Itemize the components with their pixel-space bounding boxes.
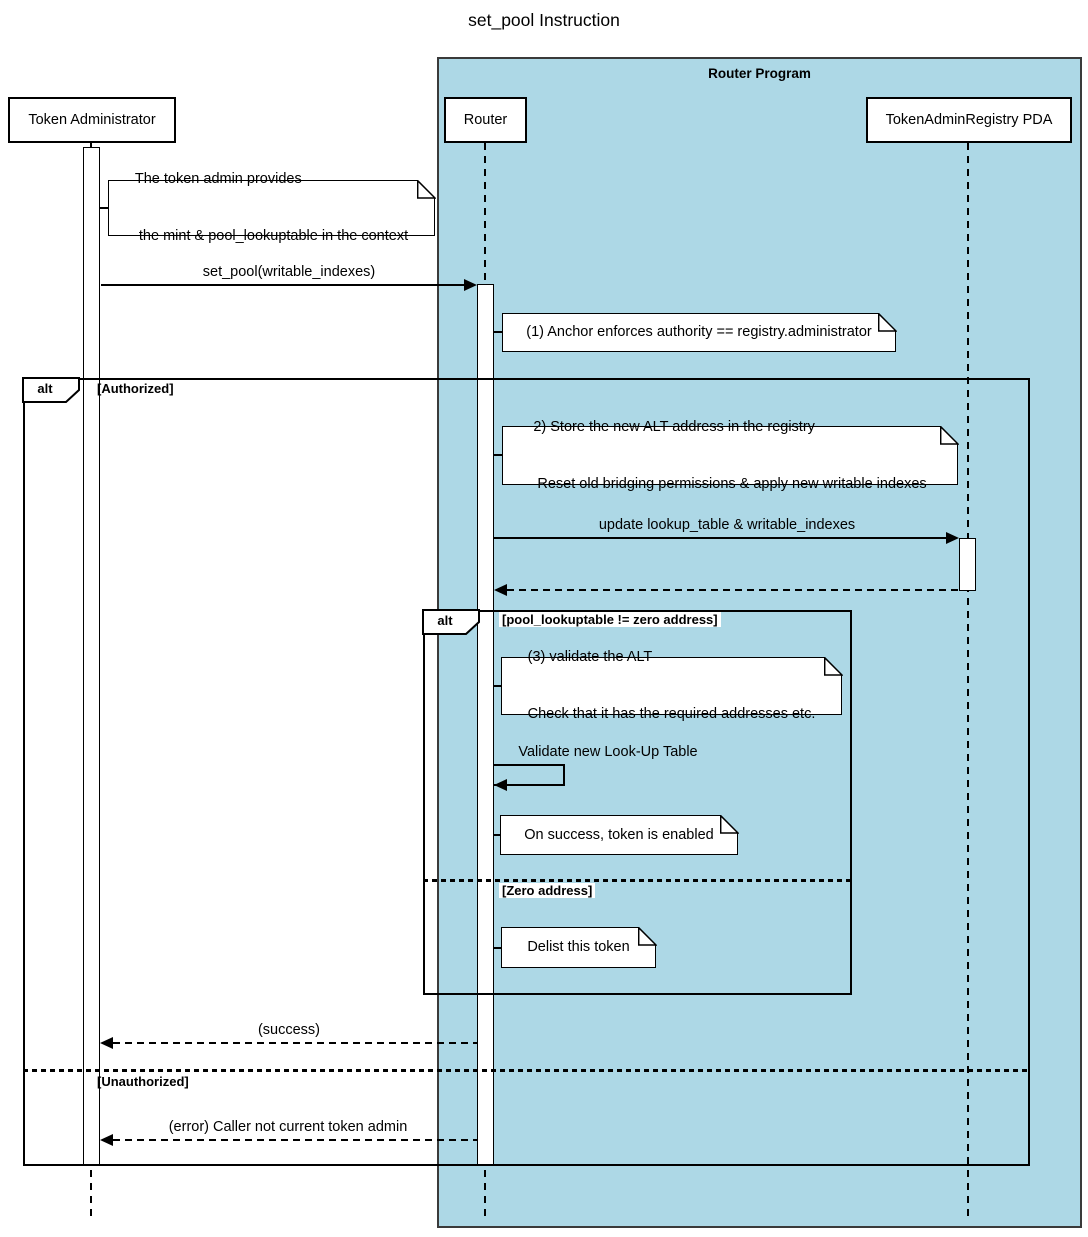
message-set-pool-line [101, 284, 465, 286]
note-fold-icon [638, 927, 657, 946]
note-line: The token admin provides [134, 171, 302, 187]
arrowhead-left-icon [100, 1037, 113, 1049]
note-success [500, 815, 738, 855]
arrowhead-left-icon [494, 584, 507, 596]
note-line: (1) Anchor enforces authority == registry.administrator [526, 324, 872, 340]
message-error-label: (error) Caller not current token admin [168, 1119, 408, 1135]
note-validate-alt [501, 649, 842, 722]
note-line: (3) validate the ALT [527, 649, 653, 665]
message-update-return-line [507, 589, 959, 591]
note-line: 2) Store the new ALT address in the registry [533, 418, 815, 435]
message-set-pool-label: set_pool(writable_indexes) [202, 264, 376, 280]
message-update-lookup-line [494, 537, 947, 539]
alt-inner-operator: alt [437, 613, 453, 628]
note-store [502, 418, 958, 492]
alt-outer-guard-authorized: [Authorized] [97, 381, 174, 396]
arrowhead-right-icon [946, 532, 959, 544]
alt-inner-guard-zero: [Zero address] [499, 883, 595, 898]
alt-outer-divider [23, 1069, 1030, 1072]
note-fold-icon [417, 180, 436, 199]
diagram-title: set_pool Instruction [468, 10, 620, 30]
note-anchor [502, 313, 896, 352]
note-fold-icon [720, 815, 739, 834]
note-delist [501, 927, 656, 968]
note-line: On success, token is enabled [524, 826, 714, 843]
participant-token-admin-registry-pda [866, 97, 1072, 143]
arrowhead-right-icon [464, 279, 477, 291]
participant-token-administrator-label: Token Administrator [28, 112, 156, 128]
message-error-line [113, 1139, 477, 1141]
message-success-line [113, 1042, 477, 1044]
participant-token-admin-registry-pda-label: TokenAdminRegistry PDA [885, 112, 1053, 128]
participant-router [444, 97, 527, 143]
message-update-lookup-label: update lookup_table & writable_indexes [598, 517, 856, 533]
message-success-label: (success) [257, 1022, 321, 1038]
note-line: Delist this token [527, 939, 630, 955]
note-context [108, 171, 435, 244]
note-line: Reset old bridging permissions & apply new writable indexes [533, 475, 927, 492]
alt-inner-guard-nonzero: [pool_lookuptable != zero address] [499, 612, 721, 627]
note-fold-icon [940, 426, 959, 445]
note-fold-icon [824, 657, 843, 676]
arrowhead-left-icon [494, 779, 507, 791]
alt-outer-guard-unauthorized: [Unauthorized] [97, 1074, 189, 1089]
alt-outer-operator: alt [37, 381, 53, 396]
note-line: the mint & pool_lookuptable in the context [134, 228, 409, 244]
participant-router-label: Router [463, 112, 508, 128]
note-fold-icon [878, 313, 897, 332]
message-self-validate-label: Validate new Look-Up Table [518, 744, 698, 760]
arrowhead-left-icon [100, 1134, 113, 1146]
note-line: Check that it has the required addresses etc. [527, 706, 816, 722]
router-program-group-label: Router Program [708, 66, 811, 81]
